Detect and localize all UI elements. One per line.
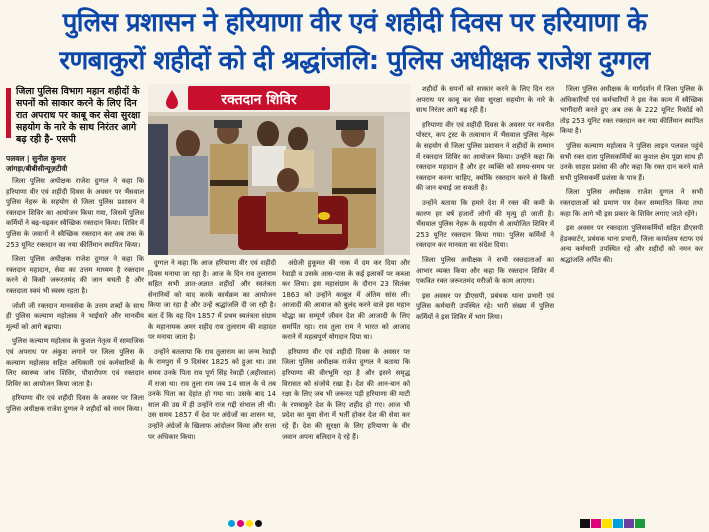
color-swatch <box>602 519 612 528</box>
paragraph: अंग्रेजी हुकूमत की नाक में दम कर दिया और रेवाड़ी व उसके आस-पास के कई इलाकों पर कब्जा कर लिया। इस महासंग्राम के दौरान 23 सितंबर 1863 को उन्होंने काबुल में अंतिम सांस ली। आजादी की आवाज को बुलंद करने वाले इस महान योद्धा का सम्पूर्ण जीवन देश की आजादी के लिए समर्पित रहा। राव तुला राम ने भारत को आजाद कराने में महत्वपूर्ण योगदान दिया था। <box>282 259 410 342</box>
paragraph: हरियाणा वीर एवं शहीदी दिवस के अवसर पर जिला पुलिस अधीक्षक राजेश दुग्गल ने बताया कि हरियाणा की वीरभूमि रहा है और इसने समृद्ध विरासत को संजोये रखा है। देश की आन-बान को रक्षा के लिए जब भी जरूरत पड़ी हरियाणा की माटी के रणबाकुरे देश के लिए शहीद हो गए। आज भी प्रदेश का युवा सेना में भर्ती होकर देश की सेवा कर रहे हैं। देश की सुरक्षा के लिए हरियाणा के वीर जवान अपना बलिदान दे रहे हैं। <box>282 347 410 441</box>
sidebar-body <box>6 176 144 414</box>
color-swatch <box>635 519 645 528</box>
paragraph: दुग्गल ने कहा कि आज हरियाणा वीर एवं शहीदी दिवस मनाया जा रहा है। आज के दिन राव तुलाराम सहित सभी ज्ञात-अज्ञात शहीदों और स्वतंत्रता सेनानियों को याद करके कार्यक्रम का आयोजन किया जा रहा है और उन्हें श्रद्धांजलि दी जा रही है। बता दें कि वह दिन 1857 में प्रथम स्वतंत्रता संग्राम के महानायक अमर शहीद राव तुलाराम की शहादत पर मनाया जाता है। <box>148 259 276 342</box>
paragraph: जिला पुलिस अधीक्षक ने सभी रक्तदाताओं का आभार व्यक्त किया और कहा कि रक्तदान शिविर में एकत्रित रक्त जरूरतमंद मरीजों के काम आएगा। <box>416 255 554 286</box>
byline-location: जांगड़ा/बीबीसीन्यूज़टीवी <box>6 164 68 173</box>
article-column-5 <box>560 84 703 524</box>
photo-illustration <box>148 84 410 255</box>
banner-text: रक्तदान शिविर <box>221 92 297 108</box>
paragraph: जोशी जी रक्तदान मानवसेवा के उत्तम शब्दों के साथ ही पुलिस कल्याण महोत्सव ने भाईचारे और मानवीय मूल्यों को आगे बढ़ाया। <box>6 301 144 331</box>
paragraph: हरियाणा वीर एवं शहीदी दिवस के अवसर पर नवनीत पोस्टर, कप ट्रस्ट के तत्वाधान में भैंसवाल पुलिस नेहरू के सहयोग से जिला पुलिस प्रशासन ने शहीदों के सम्मान में रक्तदान शिविर का आयोजन किया। उन्होंने कहा कि रक्तदान महादान है और हर व्यक्ति को समय-समय पर रक्तदान करना चाहिए, क्योंकि रक्तदान करने से किसी की जान बचाई जा सकती है। <box>416 120 554 193</box>
article-column-2 <box>148 258 276 524</box>
headline-line-1: पुलिस प्रशासन ने हरियाणा वीर एवं शहीदी दिवस पर हरियाणा के <box>62 8 647 38</box>
paragraph: पुलिस कल्याण महोत्सव ने पुलिस लाइन पलवल पहुंचे सभी रक्त दाता पुलिसकर्मियों का कुशल क्षेम पूछा साथ ही उनके साहस प्रशंसा की और कहा कि रक्त दान करने वाले सभी पुलिसकर्मी प्रशंसा के पात्र हैं। <box>560 141 703 182</box>
paragraph: जिला पुलिस अधीक्षक राजेश दुग्गल ने सभी रक्तदाताओं को प्रमाण पत्र देकर सम्मानित किया तथा कहा कि आगे भी इस प्रकार के शिविर लगाए जाते रहेंगे। <box>560 188 703 218</box>
color-swatch <box>613 519 623 528</box>
magenta-mark <box>237 520 244 527</box>
color-swatch <box>591 519 601 528</box>
headline <box>6 4 703 82</box>
paragraph: उन्होंने बताया कि हमारे देश में रक्त की कमी के कारण हर वर्ष हजारों लोगों की मृत्यु हो जाती है। भैंसवाल पुलिस नेहरू के सहयोग से आयोजित शिविर में 253 यूनिट रक्तदान किया गया। पुलिस कर्मियों ने रक्तदान कर मानवता का संदेश दिया। <box>416 198 554 250</box>
paragraph: जिला पुलिस अधीक्षक राजेश दुग्गल ने कहा कि रक्तदान महादान, सेवा का उत्तम माध्यम है रक्तदान करने से किसी जरूरतमंद की जान बचती है और रक्तदाता स्वयं भी स्वस्थ रहता है। <box>6 255 144 295</box>
sidebar-column <box>6 84 144 524</box>
paragraph: पुलिस कल्याण महोत्सव के कुशल नेतृत्व में सामाजिक एवं अपराध पर अंकुश लगाने पर जिला पुलिस के कल्याण महोत्सव सहित अधिकारी एवं कर्मचारियों के लिए स्वास्थ्य जांच शिविर, पौधारोपण एवं रक्तदान शिविर का आयोजन किया जाता है। <box>6 337 144 388</box>
color-swatch <box>580 519 590 528</box>
color-bar <box>580 519 645 528</box>
paragraph: जिला पुलिस अधीक्षक के मार्गदर्शन में जिला पुलिस के अधिकारियों एवं कर्मचारियों ने इस नेक काम में स्वैच्छिक भागीदारी करते हुए अब तक के 222 यूनिट रिकॉर्ड को तोड़ 253 यूनिट रक्त रक्तदान कर नया कीर्तिमान स्थापित किया है। <box>560 85 703 136</box>
black-mark <box>255 520 262 527</box>
color-swatch <box>624 519 634 528</box>
article-column-3 <box>282 258 410 524</box>
paragraph: इस अवसर पर रक्तदाता पुलिसकर्मियों सहित डीएसपी हेडक्वार्टर, प्रबंधक थाना प्रभारी, जिला कार्यालय स्टाफ एवं अन्य कर्मचारी उपस्थित रहे और शहीदों को नमन कर श्रद्धांजलि अर्पित की। <box>560 224 703 264</box>
paragraph: शहीदों के सपनों को साकार करने के लिए दिन रात अपराध पर काबू कर सेवा सुरक्षा सहयोग के नारे के साथ निरंतर आगे बढ़ रही है। <box>416 85 554 115</box>
paragraph: हरियाणा वीर एवं शहीदी दिवस के अवसर पर जिला पुलिस अधीक्षक राजेश दुग्गल ने शहीदों को नमन किया। <box>6 394 144 413</box>
paragraph: इस अवसर पर डीएसपी, प्रबंधक थाना प्रभारी एवं पुलिस कर्मचारी उपस्थित रहे। भारी संख्या में पुलिस कर्मियों ने इस शिविर में भाग लिया। <box>416 291 554 321</box>
headline-line-2: रणबाकुरों शहीदों को दी श्रद्धांजलि: पुलिस अधीक्षक राजेश दुग्गल <box>59 46 650 76</box>
byline: पलवल | सुनील कुमार <box>6 154 66 163</box>
deck-text: जिला पुलिस विभाग महान शहीदों के सपनों को साकार करने के लिए दिन रात अपराध पर काबू कर सेवा सुरक्षा सहयोग के नारे के साथ निरंतर आगे बढ़ रही है- एसपी <box>6 84 144 152</box>
paragraph: जिला पुलिस अधीक्षक राजेश दुग्गल ने कहा कि हरियाणा वीर एवं शहीदी दिवस के अवसर पर भैंसवाल पुलिस नेहरू के सहयोग से जिला पुलिस प्रशासन ने रक्तदान शिविर का आयोजन किया गया, जिसमें पुलिस कर्मियों ने बढ़-चढ़कर स्वैच्छिक रक्तदान किया। शिविर में पुलिस के जवानों ने स्वैच्छिक रक्तदान कर अब तक के 253 यूनिट रक्तदान का नया कीर्तिमान स्थापित किया। <box>6 177 144 249</box>
print-registration-marks <box>228 520 262 530</box>
cyan-mark <box>228 520 235 527</box>
article-column-4 <box>416 84 554 524</box>
yellow-mark <box>246 520 253 527</box>
news-photo <box>148 84 410 255</box>
paragraph: उन्होंने बतलाया कि राव तुलाराम का जन्म रेवाड़ी के रामपुरा में 9 दिसंबर 1825 को हुआ था। उस समय उनके पिता राव पूर्ण सिंह रेवाड़ी (अहीरवाल) में राजा था। राव तुला राम जब 14 साल के थे तब उनके पिता का देहांत हो गया था। उसके बाद 14 साल की उम्र में ही उन्होंने राज गद्दी संभाल ली थी। उस समय 1857 में देश पर अंग्रेजों का शासन था, उन्होंने अंग्रेजों के खिलाफ आंदोलन किया और सत्ता पर अधिकार किया। <box>148 347 276 441</box>
